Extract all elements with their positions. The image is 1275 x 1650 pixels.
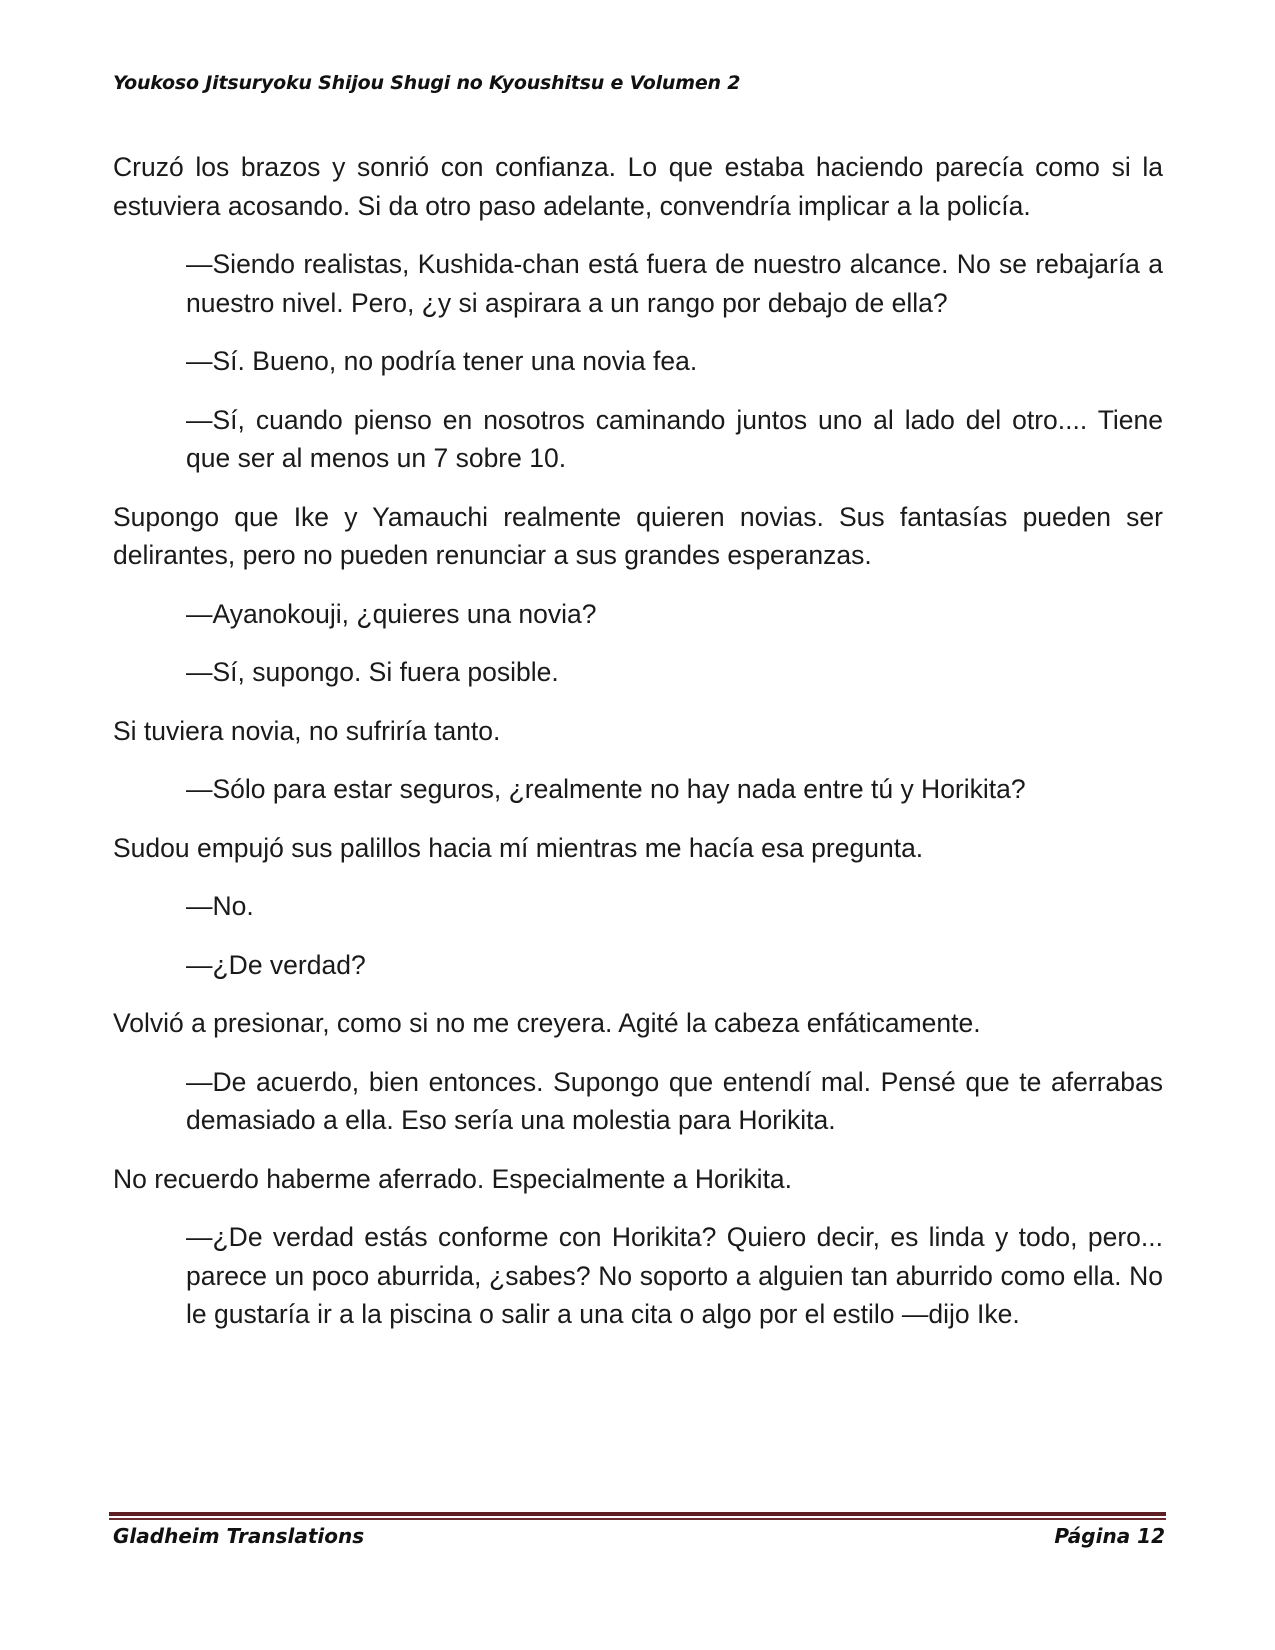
dialogue-line: —De acuerdo, bien entonces. Supongo que entendí mal. Pensé que te aferrabas demasiado a ella. Eso sería una molestia para Horikita. — [186, 1066, 1163, 1135]
dialogue-line: —No. — [186, 891, 254, 921]
footer-divider-thin — [109, 1518, 1166, 1520]
paragraph: Cruzó los brazos y sonrió con confianza. Lo que estaba haciendo parecía como si la estuviera acosando. Si da otro paso adelante, convendría implicar a la policía. — [113, 152, 1163, 221]
page-number: Página 12 — [1054, 1524, 1165, 1548]
footer-divider — [109, 1512, 1166, 1516]
paragraph: Si tuviera novia, no sufriría tanto. — [113, 715, 501, 746]
dialogue-line: —Siendo realistas, Kushida-chan está fuera de nuestro alcance. No se rebajaría a nuestro nivel. Pero, ¿y si aspirara a un rango por debajo de ella? — [186, 249, 1163, 318]
dialogue-line: —Sí, cuando pienso en nosotros caminando juntos uno al lado del otro.... Tiene que ser al menos un 7 sobre 10. — [186, 404, 1163, 473]
paragraph: Supongo que Ike y Yamauchi realmente quieren novias. Sus fantasías pueden ser delirantes, pero no pueden renunciar a sus grandes esperanzas. — [113, 501, 1163, 570]
paragraph: No recuerdo haberme aferrado. Especialmente a Horikita. — [113, 1163, 793, 1194]
footer-publisher: Gladheim Translations — [113, 1524, 365, 1548]
body-text — [113, 148, 1163, 1354]
dialogue-line: —Sí. Bueno, no podría tener una novia fea. — [186, 346, 698, 376]
dialogue-line: —¿De verdad estás conforme con Horikita? Quiero decir, es linda y todo, pero... parece un poco aburrida, ¿sabes? No soporto a alguien tan aburrido como ella. No le gustaría ir a la piscina o salir a una cita o algo por el estilo —dijo Ike. — [186, 1222, 1163, 1329]
dialogue-line: —Ayanokouji, ¿quieres una novia? — [186, 598, 597, 629]
dialogue-line: —Sólo para estar seguros, ¿realmente no hay nada entre tú y Horikita? — [186, 774, 1026, 804]
dialogue-line: —¿De verdad? — [186, 949, 366, 980]
paragraph: Volvió a presionar, como si no me creyera. Agité la cabeza enfáticamente. — [113, 1008, 981, 1038]
dialogue-line: —Sí, supongo. Si fuera posible. — [186, 657, 559, 687]
paragraph: Sudou empujó sus palillos hacia mí mientras me hacía esa pregunta. — [113, 832, 924, 863]
running-header: Youkoso Jitsuryoku Shijou Shugi no Kyoushitsu e Volumen 2 — [113, 72, 741, 94]
